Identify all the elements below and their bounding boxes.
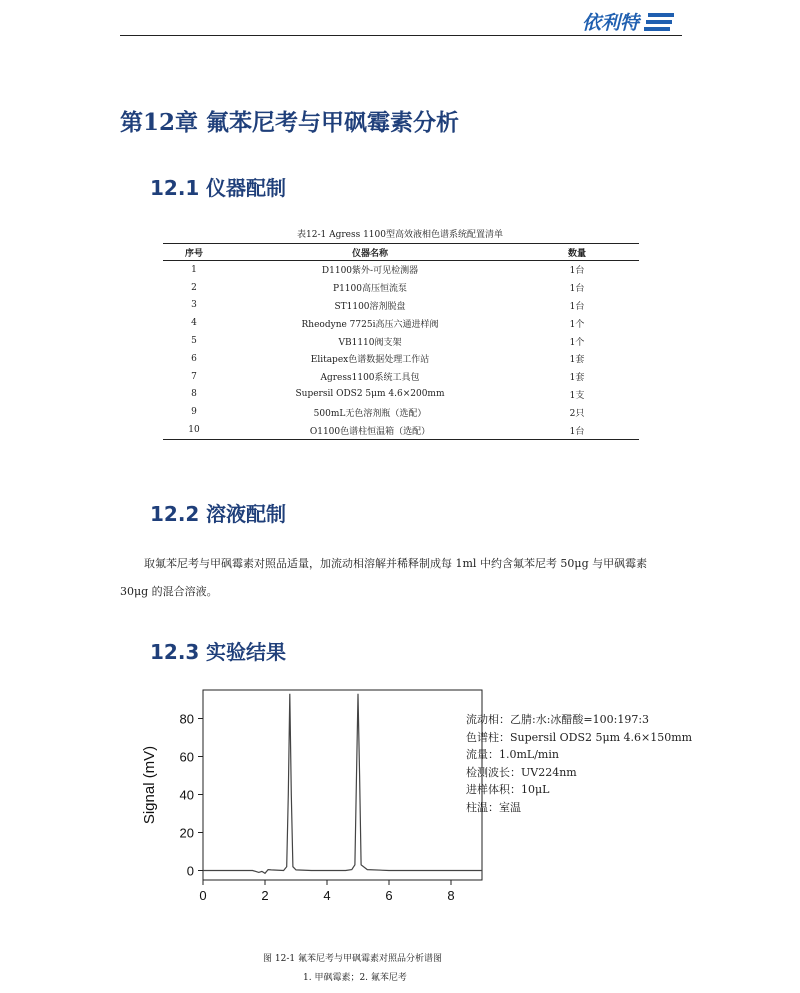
cell-quantity: 1套: [569, 355, 585, 366]
section-heading: 溶液配制: [206, 502, 286, 526]
y-tick-label: 40: [179, 787, 194, 803]
condition-wavelength: 检测波长：UV224nm: [466, 765, 577, 779]
logo-bar: [644, 27, 670, 31]
brand-logo: [580, 8, 680, 36]
x-tick-label: 4: [323, 888, 331, 903]
table-row: [163, 403, 639, 421]
cell-quantity: 1支: [569, 390, 585, 401]
condition-mobile-phase: 流动相：乙腈:水:冰醋酸=100:197:3: [466, 713, 650, 726]
x-tick-label: 8: [447, 888, 455, 903]
cell-index: 7: [191, 371, 197, 382]
cell-index: 8: [191, 389, 197, 400]
column-header-name: 仪器名称: [225, 244, 515, 261]
table-row: [163, 261, 639, 279]
cell-name: Rheodyne 7725i高压六通进样阀: [301, 319, 439, 330]
y-tick-label: 60: [179, 749, 194, 765]
cell-name: Supersil ODS2 5μm 4.6×200mm: [295, 389, 445, 400]
header-rule: [120, 35, 682, 36]
cell-quantity: 1台: [569, 301, 585, 312]
section-number: 12.1: [150, 176, 200, 200]
table-row: [163, 332, 639, 350]
solution-paragraph-line2: 30μg 的混合溶液。: [120, 585, 218, 598]
cell-index: 3: [191, 300, 197, 311]
logo-bar: [648, 13, 674, 17]
cell-index: 2: [191, 282, 197, 293]
cell-index: 5: [191, 336, 197, 347]
instrument-config-table: [163, 243, 639, 440]
figure-caption: 图 12-1 氟苯尼考与甲砜霉素对照品分析谱图: [263, 954, 442, 964]
cell-name: Elitapex色谱数据处理工作站: [310, 355, 430, 366]
cell-name: VB1110阀支架: [338, 337, 402, 348]
solution-paragraph-line1: 取氟苯尼考与甲砜霉素对照品适量，加流动相溶解并稀释制成每 1ml 中约含氟苯尼考 50μg 与甲砜霉素: [144, 557, 648, 570]
plot-frame: [203, 690, 482, 880]
section-title-solution: [150, 498, 286, 527]
column-header-index: 序号: [163, 244, 225, 261]
table-row: [163, 421, 639, 439]
column-header-quantity: 数量: [515, 244, 639, 261]
table-row: [163, 350, 639, 368]
section-number: 12.3: [150, 640, 200, 664]
cell-quantity: 1个: [569, 337, 585, 348]
table-row: [163, 279, 639, 297]
x-tick-label: 0: [199, 888, 207, 903]
cell-name: 500mL无色溶剂瓶（选配）: [313, 408, 427, 419]
chromatogram-chart: [130, 680, 500, 920]
table-caption: 表12-1 Agress 1100型高效液相色谱系统配置清单: [297, 230, 503, 240]
cell-quantity: 1台: [569, 266, 585, 277]
logo-bar: [646, 20, 672, 24]
condition-flow-rate: 流量：1.0mL/min: [466, 748, 559, 761]
y-tick-label: 80: [179, 711, 194, 727]
chapter-title: 第12章 氟苯尼考与甲砜霉素分析: [120, 109, 460, 136]
chromatography-conditions: [466, 711, 692, 816]
cell-name: O1100色谱柱恒温箱（选配）: [225, 421, 515, 439]
y-tick-label: 0: [186, 863, 194, 879]
cell-index: 10: [163, 421, 225, 439]
brand-logo-text: 依利特: [582, 12, 640, 34]
section-heading: 实验结果: [206, 640, 286, 664]
cell-name: D1100紫外-可见检测器: [321, 266, 419, 277]
section-title-results: [150, 636, 286, 665]
cell-quantity: 1个: [569, 319, 585, 330]
cell-name: Agress1100系统工具包: [320, 373, 420, 384]
x-tick-label: 6: [385, 888, 393, 903]
x-tick-label: 2: [261, 888, 269, 903]
table-row: [163, 386, 639, 404]
signal-trace: [203, 694, 482, 874]
section-heading: 仪器配制: [206, 176, 286, 200]
cell-index: 4: [191, 318, 197, 329]
cell-quantity: 1套: [569, 373, 585, 384]
condition-column: 色谱柱：Supersil ODS2 5μm 4.6×150mm: [466, 730, 693, 744]
cell-quantity: 1台: [569, 284, 585, 295]
cell-name: P1100高压恒流泵: [333, 284, 407, 295]
figure-note: 1. 甲砜霉素；2. 氟苯尼考: [303, 973, 407, 983]
cell-index: 1: [191, 264, 197, 275]
condition-column-temperature: 柱温：室温: [466, 800, 521, 814]
cell-index: 9: [191, 407, 197, 418]
cell-name: ST1100溶剂脱盘: [334, 301, 406, 312]
condition-injection-volume: 进样体积：10μL: [466, 783, 550, 796]
cell-quantity: 1台: [515, 421, 639, 439]
cell-index: 6: [191, 353, 197, 364]
table-row: [163, 297, 639, 315]
section-number: 12.2: [150, 502, 200, 526]
section-title-instrument: [150, 172, 286, 201]
table-row: [163, 314, 639, 332]
table-row: [163, 368, 639, 386]
y-axis-label: Signal (mV): [141, 745, 158, 825]
cell-quantity: 2只: [569, 408, 585, 419]
table-header-row: [163, 244, 639, 261]
y-tick-label: 20: [179, 825, 194, 841]
